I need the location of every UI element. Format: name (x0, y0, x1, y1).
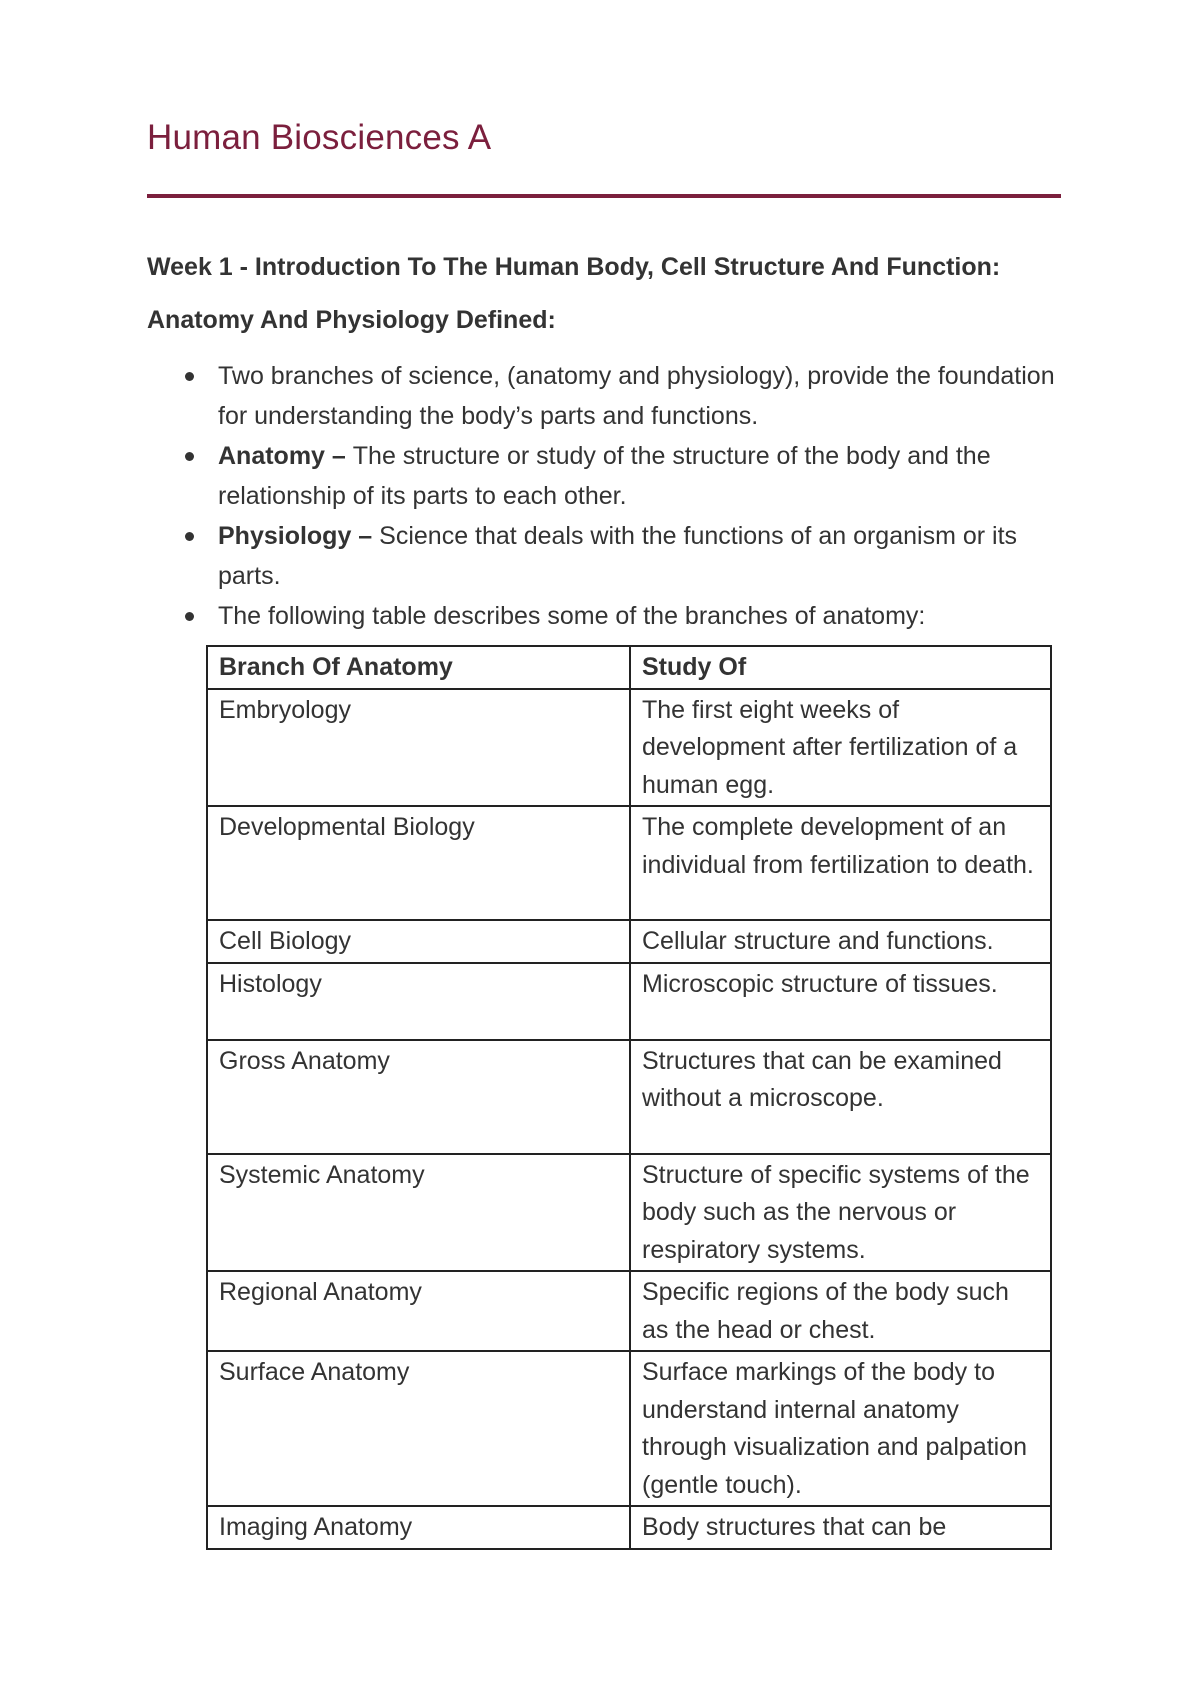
anatomy-branches-table (206, 645, 1052, 1550)
branch-cell: Regional Anatomy (207, 1271, 630, 1351)
bullet-icon (185, 612, 194, 621)
list-item (160, 356, 1070, 436)
table-row (207, 920, 1051, 963)
bullet-text: Science that deals with the functions of an organism or its parts. (218, 522, 1018, 590)
branch-cell: Systemic Anatomy (207, 1154, 630, 1272)
title-divider (147, 194, 1061, 198)
table-row (207, 1271, 1051, 1351)
week-heading: Week 1 - Introduction To The Human Body, Cell Structure And Function: (147, 253, 1001, 281)
branch-cell: Embryology (207, 689, 630, 807)
table-row (207, 806, 1051, 920)
table-header-row (207, 646, 1051, 689)
bullet-text: The structure or study of the structure of the body and the relationship of its parts to each other. (218, 442, 991, 510)
branch-cell: Surface Anatomy (207, 1351, 630, 1506)
bullet-term: Anatomy – (218, 442, 353, 470)
section-heading: Anatomy And Physiology Defined: (147, 306, 556, 334)
table-row (207, 1351, 1051, 1506)
list-item (160, 436, 1070, 516)
definition-list (160, 356, 1070, 636)
document-title: Human Biosciences A (147, 118, 492, 157)
bullet-term: Physiology – (218, 522, 380, 550)
bullet-text: The following table describes some of the branches of anatomy: (218, 602, 926, 630)
table-row (207, 689, 1051, 807)
list-item (160, 516, 1070, 596)
branch-cell: Histology (207, 963, 630, 1040)
column-header-study: Study Of (630, 646, 1051, 689)
bullet-icon (185, 372, 194, 381)
study-cell: Microscopic structure of tissues. (630, 963, 1051, 1040)
study-cell: Surface markings of the body to understand internal anatomy through visualization and palpation (gentle touch). (630, 1351, 1051, 1506)
bullet-text: Two branches of science, (anatomy and physiology), provide the foundation for understanding the body’s parts and functions. (218, 362, 1055, 430)
list-item (160, 596, 1070, 636)
study-cell: Structures that can be examined without a microscope. (630, 1040, 1051, 1154)
study-cell: Body structures that can be (630, 1506, 1051, 1549)
branch-cell: Developmental Biology (207, 806, 630, 920)
column-header-branch: Branch Of Anatomy (207, 646, 630, 689)
branch-cell: Gross Anatomy (207, 1040, 630, 1154)
bullet-icon (185, 532, 194, 541)
study-cell: Specific regions of the body such as the head or chest. (630, 1271, 1051, 1351)
branch-cell: Cell Biology (207, 920, 630, 963)
bullet-icon (185, 452, 194, 461)
study-cell: Structure of specific systems of the body such as the nervous or respiratory systems. (630, 1154, 1051, 1272)
table-row (207, 1040, 1051, 1154)
table-row (207, 963, 1051, 1040)
table-row (207, 1154, 1051, 1272)
study-cell: The first eight weeks of development after fertilization of a human egg. (630, 689, 1051, 807)
branch-cell: Imaging Anatomy (207, 1506, 630, 1549)
study-cell: The complete development of an individual from fertilization to death. (630, 806, 1051, 920)
table-row (207, 1506, 1051, 1549)
study-cell: Cellular structure and functions. (630, 920, 1051, 963)
